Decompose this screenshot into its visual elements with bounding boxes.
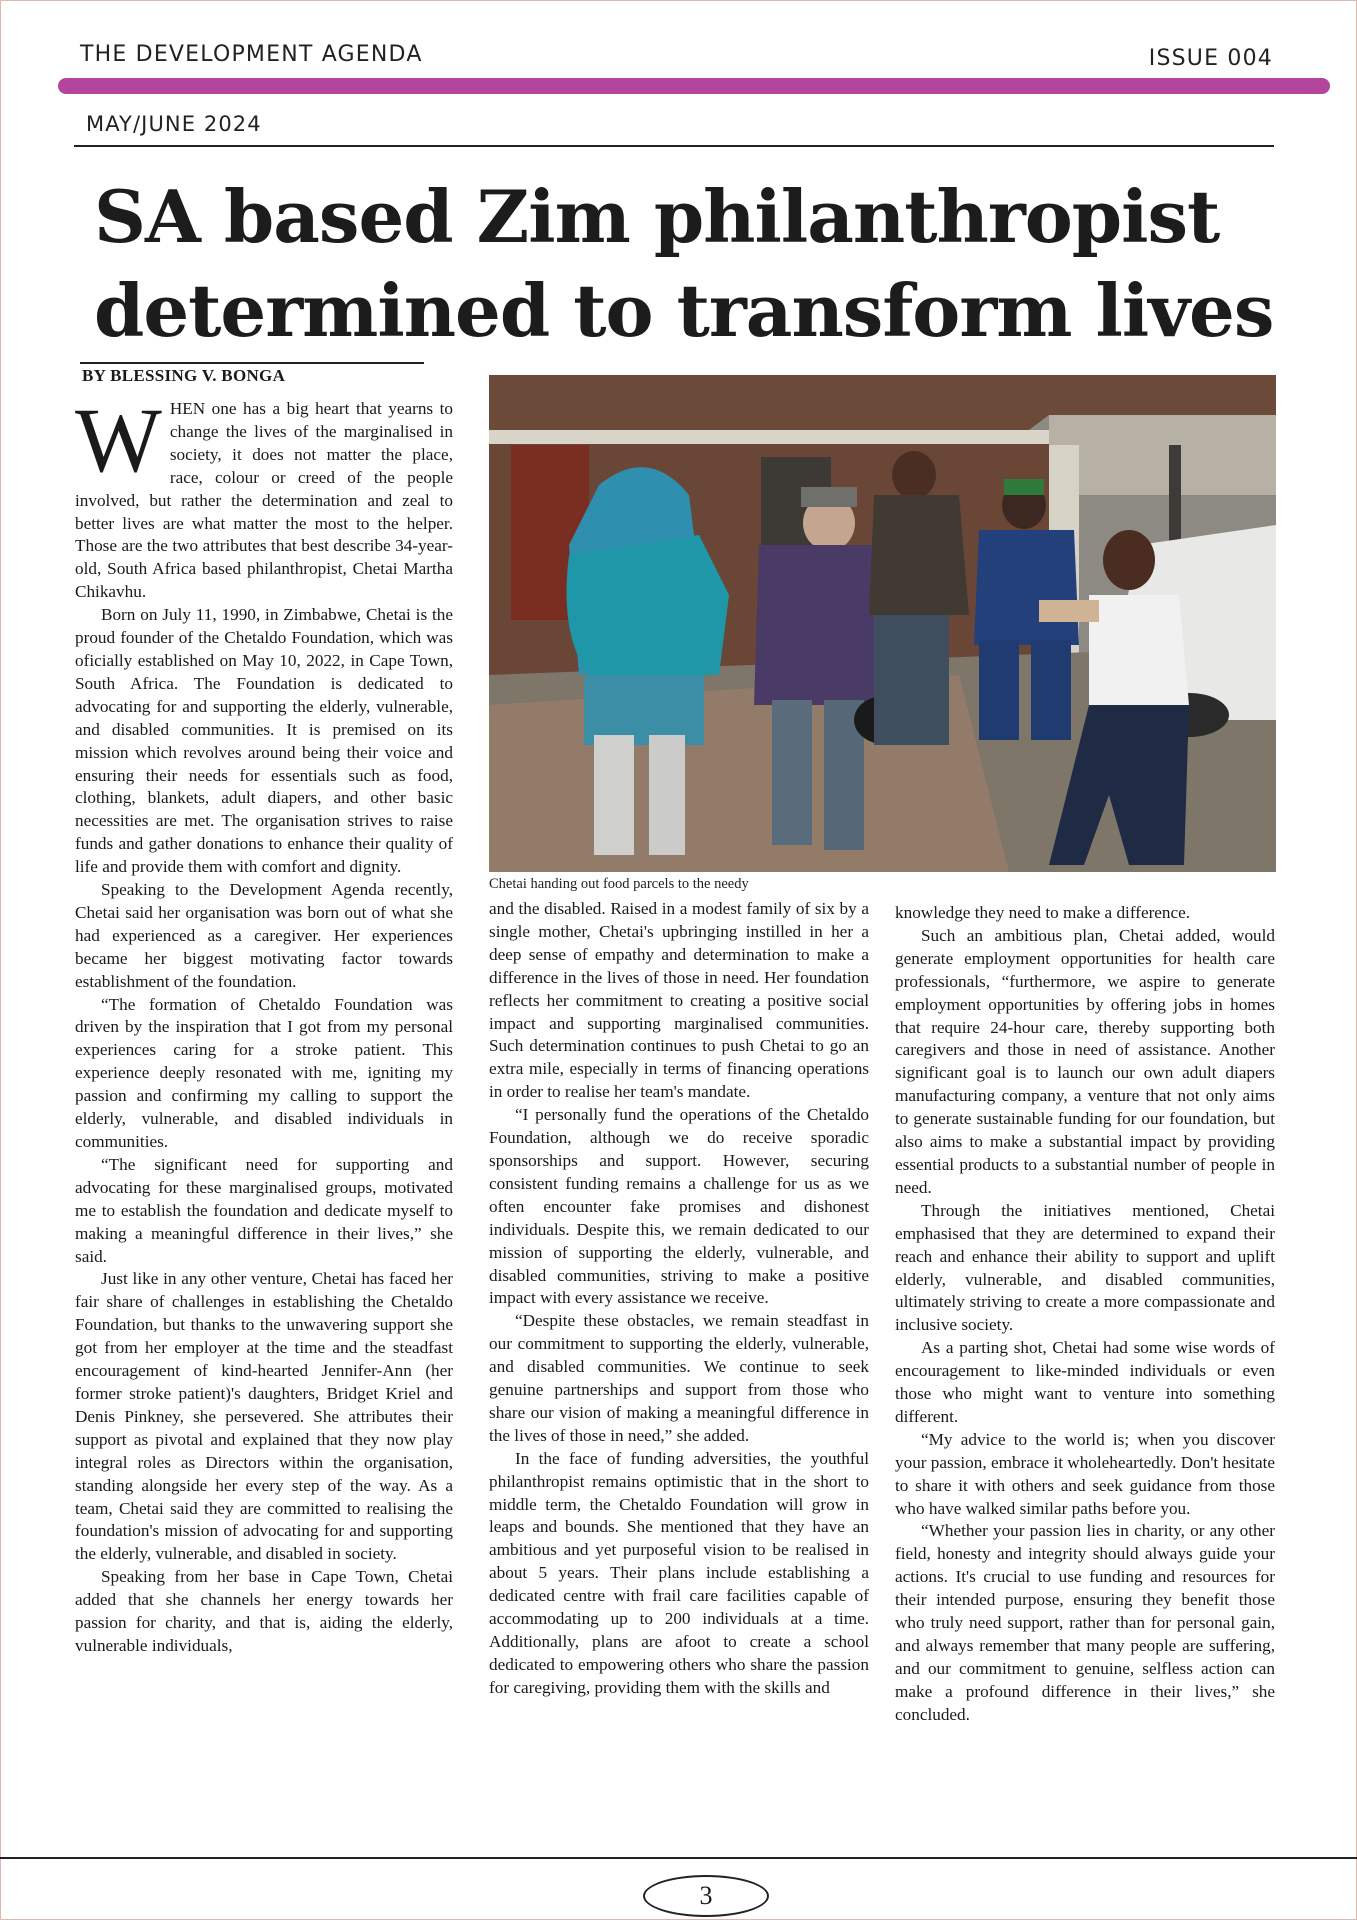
article-column-3 (895, 902, 1275, 1727)
publication-title: THE DEVELOPMENT AGENDA (80, 42, 423, 67)
paragraph: Such an ambitious plan, Chetai added, would generate employment opportunities for health care professionals, “furthermore, we aspire to generate employment opportunities by offering jobs in homes that require 24-hour care, thereby supporting both caregivers and those in need of assistance. Another significant goal is to launch our own adult diapers manufacturing company, a venture that not only aims to generate sustainable funding for our foundation, but also aims to make a substantial impact by providing essential products to a substantial number of people in need. (895, 925, 1275, 1197)
byline: BY BLESSING V. BONGA (82, 366, 286, 385)
header-divider (74, 145, 1274, 147)
page-number-label: 3 (699, 1881, 713, 1910)
article-column-2 (489, 898, 869, 1700)
paragraph: Speaking to the Development Agenda recently, Chetai said her organisation was born out of what she had experienced as a caregiver. Her experiences became her biggest motivating factor towards establishment of the foundation. (75, 880, 453, 991)
article-photo (489, 375, 1276, 872)
paragraph: As a parting shot, Chetai had some wise words of encouragement to like-minded individuals or even those who might want to venture into something different. (895, 1338, 1275, 1426)
paragraph: “My advice to the world is; when you discover your passion, embrace it wholeheartedly. Don't hesitate to share it with others and seek guidance from those who have walked similar paths before you. (895, 1429, 1275, 1518)
issue-number: ISSUE 004 (1148, 46, 1273, 71)
header-accent-bar (58, 78, 1330, 94)
paragraph: and the disabled. Raised in a modest family of six by a single mother, Chetai's upbringing instilled in her a deep sense of empathy and determination to make a difference in the lives of those in need. Her foundation reflects her commitment to creating a positive social impact and supporting marginalised communities. Such determination continues to push Chetai to go an extra mile, especially in terms of financing operations in order to realise her team's mandate. (489, 899, 869, 1102)
paragraph: “Despite these obstacles, we remain steadfast in our commitment to supporting the elderly, vulnerable, and disabled communities. We continue to seek genuine partnerships and support from those who share our vision of making a meaningful difference in the lives of those in need,” she added. (489, 1311, 869, 1445)
paragraph: WHEN one has a big heart that yearns to change the lives of the marginalised in society, it does not matter the place, race, colour or creed of the people involved, but rather the determination and zeal to better lives are what matter the most to the helper. Those are the two attributes that best describe 34-year-old, South Africa based philanthropist, Chetai Martha Chikavhu. (75, 389, 453, 602)
paragraph: Just like in any other venture, Chetai has faced her fair share of challenges in establishing the Chetaldo Foundation, but thanks to the unwavering support she got from her employer at the time and the steadfast encouragement of kind-hearted Jennifer-Ann (her former stroke patient)'s daughters, Bridget Kriel and Denis Pinkney, she persevered. She attributes their support as pivotal and explained that they now play integral roles as Directors within the organisation, standing alongside her every step of the way. As a team, Chetai said they are committed to realising the foundation's mission of advocating for and supporting the elderly, vulnerable, and disabled in society. (75, 1269, 453, 1564)
article-column-1 (75, 389, 453, 1658)
byline-divider (80, 362, 424, 364)
paragraph: Speaking from her base in Cape Town, Chetai added that she channels her energy towards her passion for charity, and that is, aiding the elderly, vulnerable individuals, (75, 1567, 453, 1655)
paragraph: “The significant need for supporting and advocating for these marginalised groups, motivated me to establish the foundation and dedicate myself to making a meaningful difference in their lives,” she said. (75, 1154, 453, 1266)
page-number (643, 1875, 769, 1917)
footer-divider (0, 1857, 1357, 1859)
paragraph: Through the initiatives mentioned, Chetai emphasised that they are determined to expand their reach and enhance their ability to support and uplift elderly, vulnerable, and disabled communities, ultimately striving to create a more compassionate and inclusive society. (895, 1200, 1275, 1335)
drop-cap: W (75, 389, 162, 491)
photo-illustration (489, 375, 1276, 872)
paragraph: “I personally fund the operations of the Chetaldo Foundation, although we do receive sporadic sponsorships and support. However, securing consistent funding remains a challenge for us as we often encounter fake promises and dishonest individuals. Despite this, we remain dedicated to our mission of supporting the elderly, vulnerable, and disabled communities, striving to make a positive impact with every assistance we receive. (489, 1105, 869, 1308)
headline-line-2: determined to transform lives (94, 268, 1274, 353)
issue-date: MAY/JUNE 2024 (86, 112, 262, 136)
paragraph: “Whether your passion lies in charity, or any other field, honesty and integrity should always guide your actions. It's crucial to use funding and resources for their intended purpose, ensuring they benefit those who truly need support, rather than for personal gain, and always remember that many people are suffering, and our commitment to genuine, selfless action can make a profound difference in their lives,” she concluded. (895, 1521, 1275, 1724)
paragraph: Born on July 11, 1990, in Zimbabwe, Chetai is the proud founder of the Chetaldo Foundation, which was oficially established on May 10, 2022, in Cape Town, South Africa. The Foundation is dedicated to advocating for and supporting the elderly, vulnerable, and disabled communities. It is premised on its mission which revolves around being their voice and ensuring their needs for essentials such as food, clothing, blankets, adult diapers, and other basic necessities are met. The organisation strives to raise funds and gather donations to enhance their quality of life and provide them with comfort and dignity. (75, 605, 453, 877)
headline (94, 170, 1294, 358)
paragraph: “The formation of Chetaldo Foundation was driven by the inspiration that I got from my personal experiences caring for a stroke patient. This experience deeply resonated with me, igniting my passion and confirming my calling to support the elderly, vulnerable, and disabled individuals in communities. (75, 994, 453, 1151)
photo-caption: Chetai handing out food parcels to the needy (489, 876, 749, 892)
headline-line-1: SA based Zim philanthropist (94, 174, 1220, 259)
paragraph: knowledge they need to make a difference. (895, 903, 1191, 922)
paragraph: In the face of funding adversities, the youthful philanthropist remains optimistic that in the short to middle term, the Chetaldo Foundation will grow in leaps and bounds. She mentioned that they have an ambitious and yet purposeful vision to be realised in about 5 years. Their plans include establishing a dedicated centre with frail care facilities capable of accommodating up to 200 individuals at a time. Additionally, plans are afoot to create a school dedicated to empowering others who share the passion for caregiving, providing them with the skills and (489, 1448, 869, 1697)
